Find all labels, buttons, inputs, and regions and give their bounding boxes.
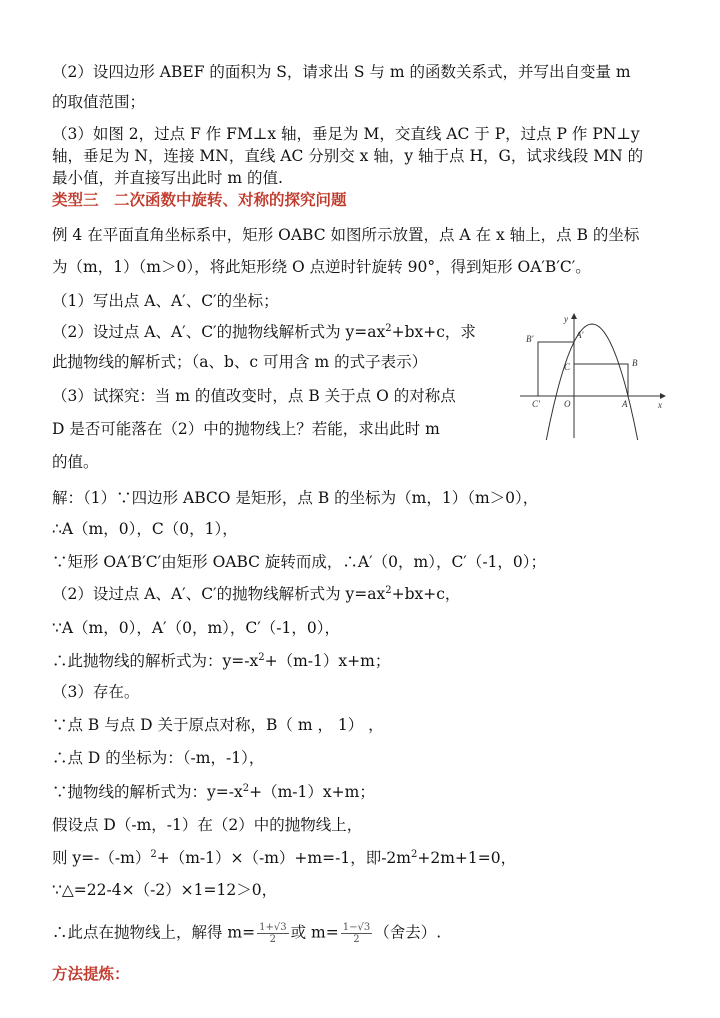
label-x: x <box>658 400 662 410</box>
text-line <box>52 848 516 868</box>
y-axis-arrow-icon <box>571 313 577 319</box>
superscript: 2 <box>385 584 392 596</box>
fraction <box>257 922 288 945</box>
text-line: 例 4 在平面直角坐标系中，矩形 OABC 如图所示放置，点 A 在 x 轴上，点 B 的坐标 <box>52 226 640 244</box>
x-axis-arrow-icon <box>660 393 666 399</box>
text-segment: ∵抛物线的解析式为：y=-x <box>52 783 243 801</box>
text-line: 为（m，1）（m＞0），将此矩形绕 O 点逆时针旋转 90°，得到矩形 OA′B′C′。 <box>52 258 591 276</box>
text-line <box>52 651 390 671</box>
text-line: 解：（1）∵四边形 ABCO 是矩形，点 B 的坐标为（m，1）（m＞0）， <box>52 489 539 507</box>
text-line: （3）试探究：当 m 的值改变时，点 B 关于点 O 的对称点 <box>52 387 456 405</box>
text-line: （3）如图 2，过点 F 作 FM⊥x 轴，垂足为 M，交直线 AC 于 P，过点 P 作 PN⊥y <box>52 125 640 143</box>
text-segment: （2）设过点 A、A′、C′的抛物线解析式为 y=ax <box>52 323 386 341</box>
text-line: 轴，垂足为 N，连接 MN，直线 AC 分别交 x 轴，y 轴于点 H，G，试求线段 MN 的 <box>52 147 644 165</box>
text-segment: 或 m= <box>290 923 339 942</box>
text-segment: +bx+c，求 <box>391 323 476 341</box>
label-a: A <box>622 399 628 409</box>
label-b-prime: B′ <box>526 334 534 344</box>
superscript: 2 <box>385 322 392 334</box>
text-segment: +bx+c， <box>391 585 461 603</box>
text-segment: +（m-1）x+m； <box>264 652 391 670</box>
fraction-denominator: 2 <box>353 934 360 945</box>
label-c: C <box>564 362 571 372</box>
superscript: 2 <box>411 848 418 860</box>
superscript: 2 <box>258 651 265 663</box>
fraction <box>341 922 372 945</box>
text-line: 最小值，并直接写出此时 m 的值. <box>52 169 283 187</box>
section-heading: 类型三 二次函数中旋转、对称的探究问题 <box>52 190 347 209</box>
text-line <box>52 322 476 342</box>
text-segment: ∴此点在抛物线上，解得 m= <box>52 923 256 942</box>
text-line: （2）设四边形 ABEF 的面积为 S，请求出 S 与 m 的函数关系式，并写出自变量 m <box>52 63 631 81</box>
method-heading: 方法提炼： <box>52 964 130 983</box>
text-line <box>52 922 441 945</box>
text-line: ∴A（m，0），C（0，1）， <box>52 520 238 538</box>
superscript: 2 <box>242 782 250 794</box>
text-line: ∵△=22-4×（-2）×1=12＞0， <box>52 881 278 899</box>
text-segment: +2m+1=0， <box>417 849 517 867</box>
text-line: （1）写出点 A、A′、C′的坐标； <box>52 292 279 310</box>
text-line: 此抛物线的解析式；（a、b、c 可用含 m 的式子表示） <box>52 353 428 371</box>
text-segment: ∴此抛物线的解析式为：y=-x <box>52 652 259 670</box>
text-line: ∴点 D 的坐标为：（-m，-1）， <box>52 749 265 767</box>
text-line: D 是否可能落在（2）中的抛物线上？若能，求出此时 m <box>52 420 440 438</box>
label-a-prime: A′ <box>576 330 584 340</box>
fraction-denominator: 2 <box>269 934 277 945</box>
parabola-curve <box>540 324 644 440</box>
superscript: 2 <box>150 848 157 860</box>
fraction-numerator: 1+√3 <box>259 922 287 933</box>
text-segment: 则 y=-（-m） <box>52 849 151 867</box>
label-o: O <box>564 399 571 409</box>
text-line: 的值。 <box>52 453 99 471</box>
parabola-figure <box>518 312 670 440</box>
fraction-numerator: 1−√3 <box>342 922 371 933</box>
text-line: 的取值范围； <box>52 93 146 111</box>
text-segment: （舍去）. <box>374 923 442 942</box>
text-line <box>52 584 460 604</box>
label-c-prime: C′ <box>532 399 540 409</box>
label-b: B <box>632 358 638 368</box>
text-segment: （2）设过点 A、A′、C′的抛物线解析式为 y=ax <box>52 585 386 603</box>
label-y: y <box>564 314 568 324</box>
text-segment: +（m-1）x+m； <box>249 783 375 801</box>
text-line: 假设点 D（-m，-1）在（2）中的抛物线上， <box>52 816 363 834</box>
text-line <box>52 782 375 802</box>
text-line: ∵A（m，0），A′（0，m），C′（-1，0）， <box>52 619 340 637</box>
text-line: ∵点 B 与点 D 关于原点对称，B（ m ， 1） ， <box>52 716 384 734</box>
text-segment: +（m-1）×（-m）+m=-1，即-2m <box>156 849 411 867</box>
text-line: ∵矩形 OA′B′C′由矩形 OABC 旋转而成，∴A′（0，m），C′（-1，0）； <box>52 553 547 571</box>
text-line: （3）存在。 <box>52 683 140 701</box>
